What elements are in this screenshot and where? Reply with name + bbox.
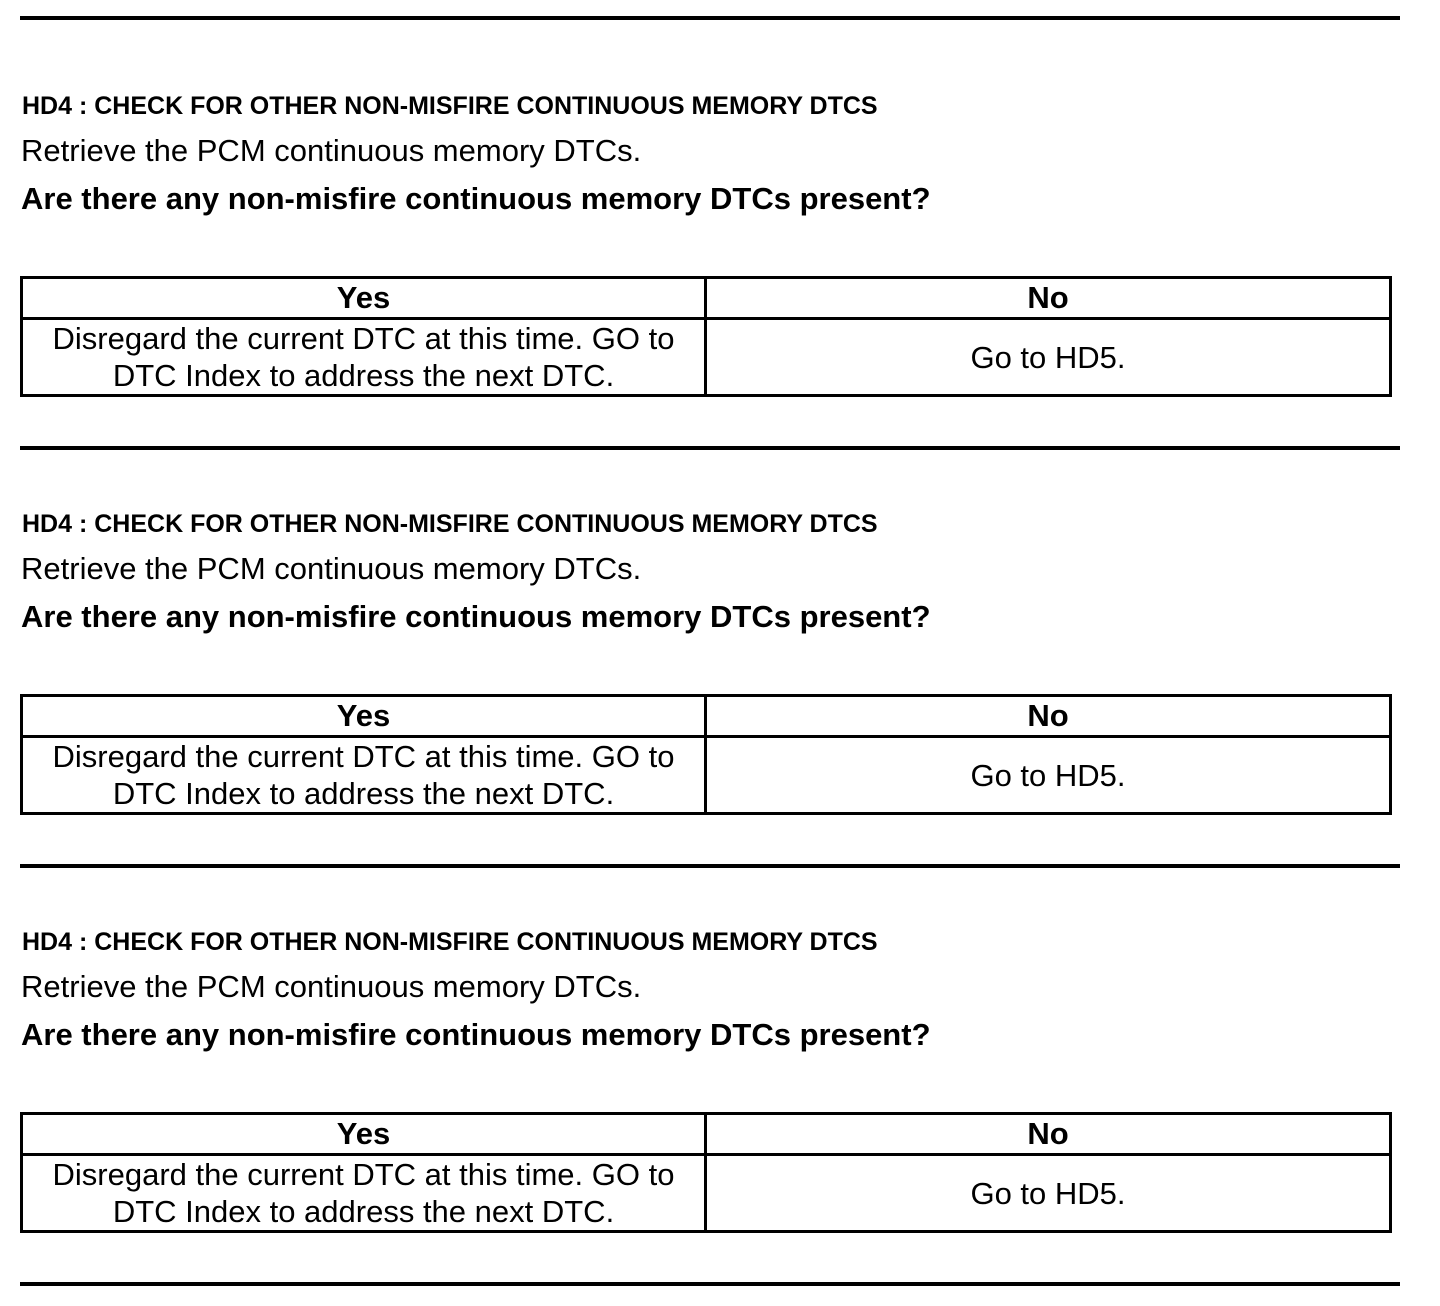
no-action-cell: Go to HD5. [706,1155,1391,1232]
step-instruction: Retrieve the PCM continuous memory DTCs. [21,969,642,1004]
divider-rule [20,1282,1400,1286]
no-header: No [706,278,1391,319]
no-header: No [706,696,1391,737]
step-instruction: Retrieve the PCM continuous memory DTCs. [21,133,642,168]
yes-header: Yes [22,278,706,319]
diagnostic-step-section [0,438,1440,856]
diagnostic-step-section [0,856,1440,1274]
yes-action-line: Disregard the current DTC at this time. GO to [52,739,675,774]
yes-no-table [20,1112,1392,1233]
yes-action-cell [22,737,706,814]
no-header: No [706,1114,1391,1155]
step-heading: HD4 : CHECK FOR OTHER NON-MISFIRE CONTINUOUS MEMORY DTCS [22,510,878,538]
yes-no-table [20,276,1392,397]
yes-action-line: Disregard the current DTC at this time. GO to [52,1157,675,1192]
step-question: Are there any non-misfire continuous memory DTCs present? [21,1017,931,1052]
yes-no-table [20,694,1392,815]
diagnostic-step-section [0,20,1440,438]
step-heading: HD4 : CHECK FOR OTHER NON-MISFIRE CONTINUOUS MEMORY DTCS [22,928,878,956]
yes-action-line: DTC Index to address the next DTC. [112,1194,615,1229]
step-question: Are there any non-misfire continuous memory DTCs present? [21,181,931,216]
step-heading: HD4 : CHECK FOR OTHER NON-MISFIRE CONTINUOUS MEMORY DTCS [22,92,878,120]
yes-action-line: DTC Index to address the next DTC. [112,358,615,393]
step-instruction: Retrieve the PCM continuous memory DTCs. [21,551,642,586]
yes-action-cell [22,319,706,396]
step-question: Are there any non-misfire continuous memory DTCs present? [21,599,931,634]
yes-action-line: Disregard the current DTC at this time. GO to [52,321,675,356]
yes-action-line: DTC Index to address the next DTC. [112,776,615,811]
no-action-cell: Go to HD5. [706,319,1391,396]
yes-header: Yes [22,1114,706,1155]
no-action-cell: Go to HD5. [706,737,1391,814]
yes-header: Yes [22,696,706,737]
yes-action-cell [22,1155,706,1232]
